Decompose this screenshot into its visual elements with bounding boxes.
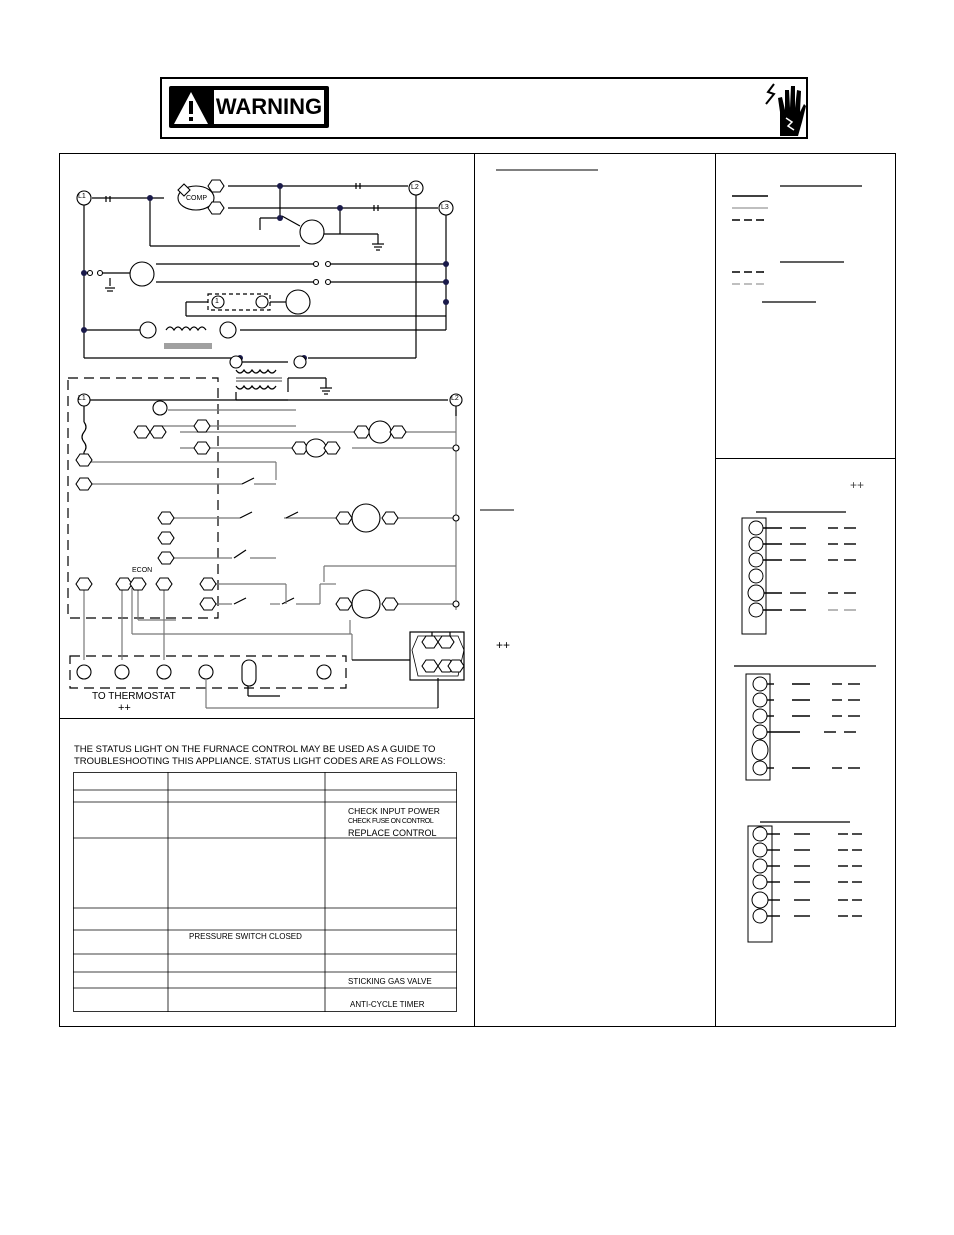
electric-shock-hand-icon — [760, 78, 808, 138]
divider — [715, 458, 896, 459]
status-intro-line: TROUBLESHOOTING THIS APPLIANCE. STATUS LIGHT CODES ARE AS FOLLOWS: — [74, 756, 446, 767]
connector-pinouts — [716, 460, 896, 1026]
motor — [300, 220, 324, 244]
warning-triangle-icon — [172, 90, 210, 126]
warning-title: WARNING — [214, 90, 324, 124]
motor — [286, 290, 310, 314]
plus-marks: ++ — [118, 702, 131, 714]
legend — [716, 160, 896, 456]
divider — [59, 718, 475, 719]
cell-check-fuse: CHECK FUSE ON CONTROL — [348, 818, 434, 825]
relay-label: 1 — [215, 298, 219, 305]
status-intro — [74, 744, 464, 768]
cell-sticking-gas-valve: STICKING GAS VALVE — [348, 977, 432, 986]
cell-check-input-power: CHECK INPUT POWER — [348, 806, 440, 816]
notes-column — [476, 160, 714, 660]
fan-motor — [130, 262, 154, 286]
terminal-label-l3: L3 — [441, 204, 449, 211]
divider — [474, 153, 475, 1027]
connector-plus-marks: ++ — [850, 478, 865, 492]
schematic-components — [60, 160, 474, 716]
notes-plus-marks: ++ — [496, 638, 511, 652]
cell-pressure-switch-closed: PRESSURE SWITCH CLOSED — [189, 932, 302, 941]
compressor-label: COMP — [186, 195, 207, 202]
cell-anti-cycle-timer: ANTI-CYCLE TIMER — [350, 1000, 425, 1009]
cell-replace-control: REPLACE CONTROL — [348, 828, 437, 838]
terminal-label-l2-low: L2 — [451, 395, 459, 402]
terminal-label-l2: L2 — [411, 184, 419, 191]
terminal-label-l1: L1 — [78, 193, 86, 200]
status-intro-line: THE STATUS LIGHT ON THE FURNACE CONTROL MAY BE USED AS A GUIDE TO — [74, 744, 436, 755]
econ-label: ECON — [132, 567, 153, 574]
terminal-label-l1-low: L1 — [78, 395, 86, 402]
to-thermostat-label: TO THERMOSTAT — [92, 691, 176, 702]
